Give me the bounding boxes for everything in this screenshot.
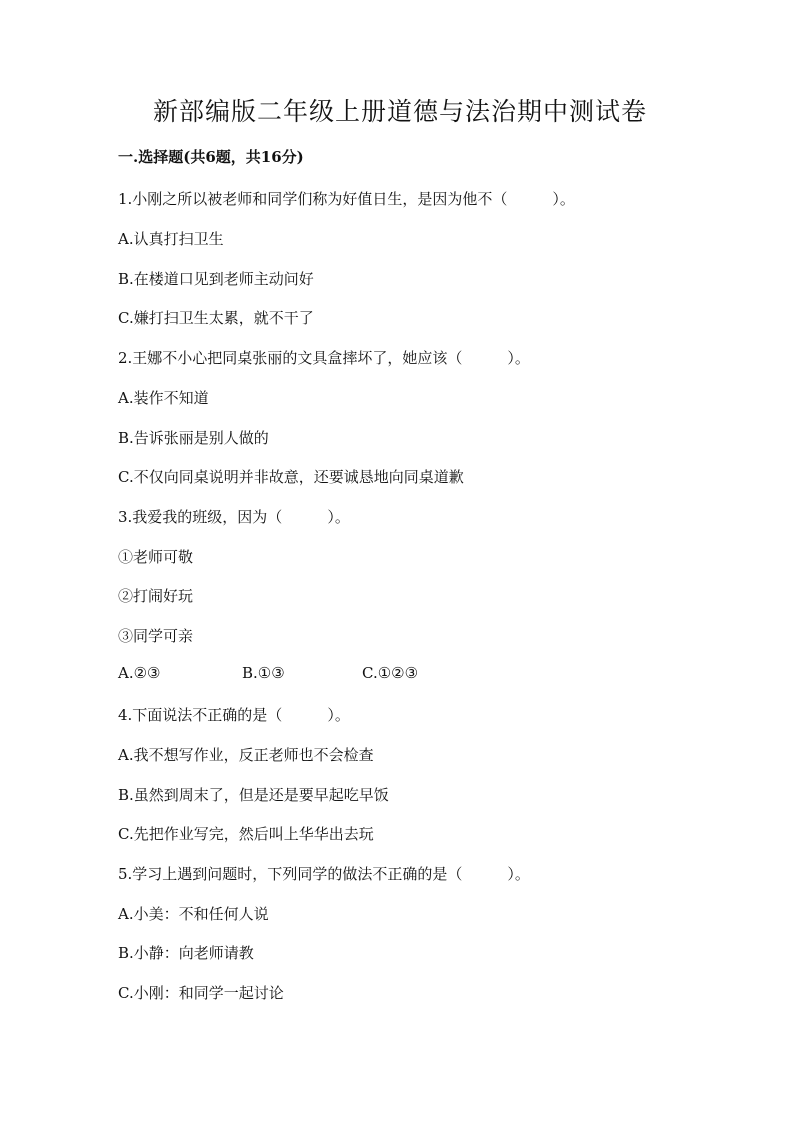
question-4-option-a: A.我不想写作业，反正老师也不会检查: [118, 746, 374, 764]
question-3-item-2: ②打闹好玩: [118, 587, 194, 605]
question-1-stem: 1.小刚之所以被老师和同学们称为好值日生，是因为他不（ ）。: [118, 190, 575, 208]
question-1-option-a: A.认真打扫卫生: [118, 230, 224, 248]
question-1-option-c: C.嫌打扫卫生太累，就不干了: [118, 309, 314, 327]
page-title: 新部编版二年级上册道德与法治期中测试卷: [152, 97, 647, 126]
question-3-option-c: C.①②③: [362, 664, 419, 682]
question-5-option-c: C.小刚：和同学一起讨论: [118, 984, 284, 1002]
question-3-option-a: A.②③: [118, 664, 161, 682]
question-3-options-row: [118, 664, 718, 686]
question-2-option-a: A.装作不知道: [118, 389, 209, 407]
question-3-option-b: B.①③: [242, 664, 285, 682]
question-4-option-b: B.虽然到周末了，但是还是要早起吃早饭: [118, 786, 389, 804]
question-3-item-3: ③同学可亲: [118, 627, 194, 645]
question-4-stem: 4.下面说法不正确的是（ ）。: [118, 706, 350, 724]
question-2-option-b: B.告诉张丽是别人做的: [118, 429, 269, 447]
question-3-item-1: ①老师可敬: [118, 548, 194, 566]
question-2-option-c: C.不仅向同桌说明并非故意，还要诚恳地向同桌道歉: [118, 468, 464, 486]
section-heading: 一.选择题(共6题，共16分): [118, 148, 304, 166]
question-4-option-c: C.先把作业写完，然后叫上华华出去玩: [118, 825, 374, 843]
question-5-option-a: A.小美：不和任何人说: [118, 905, 269, 923]
question-5-option-b: B.小静：向老师请教: [118, 944, 254, 962]
question-1-option-b: B.在楼道口见到老师主动问好: [118, 270, 314, 288]
question-2-stem: 2.王娜不小心把同桌张丽的文具盒摔坏了，她应该（ ）。: [118, 349, 530, 367]
question-3-stem: 3.我爱我的班级，因为（ ）。: [118, 508, 350, 526]
question-5-stem: 5.学习上遇到问题时，下列同学的做法不正确的是（ ）。: [118, 865, 530, 883]
